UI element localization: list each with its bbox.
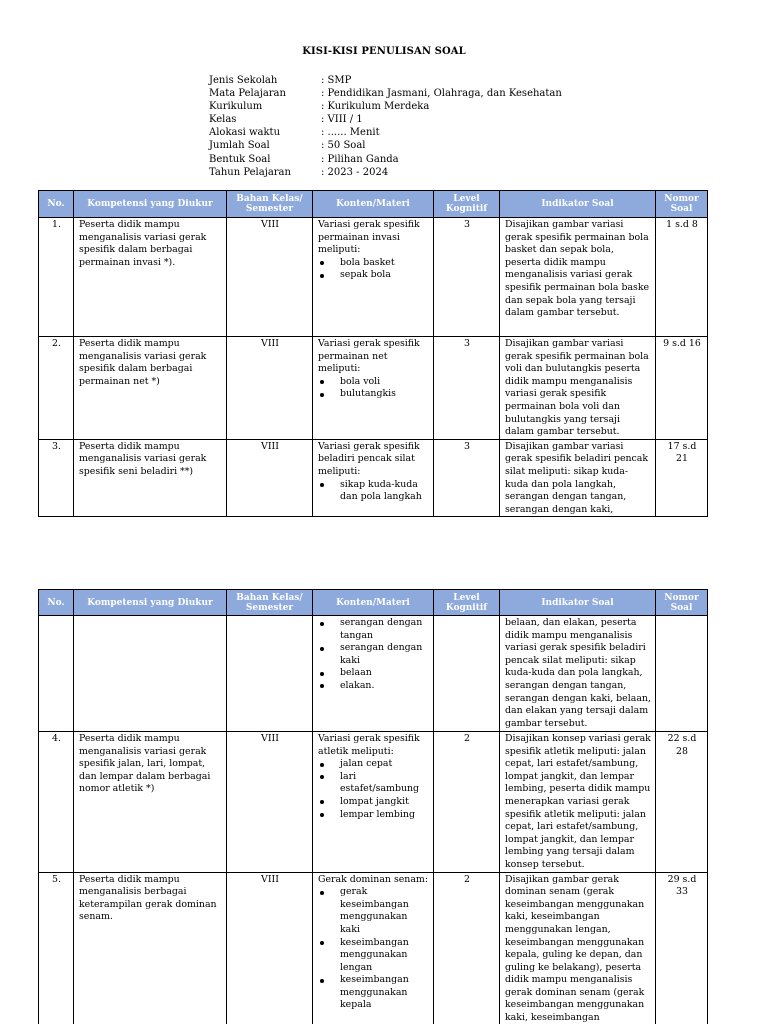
konten-intro: Variasi gerak spesifik atletik meliputi: — [318, 733, 420, 757]
header-level-line-1: Level — [453, 592, 480, 603]
cell-indikator: Disajikan gambar variasi gerak spesifik beladiri pencak silat meliputi: sikap kuda-kuda dan pola langkah, serangan dengan tangan, serangan dengan kaki, — [500, 439, 656, 517]
konten-list — [318, 257, 429, 282]
meta-value: : Pendidikan Jasmani, Olahraga, dan Kesehatan — [321, 88, 562, 100]
cell-no: 5. — [39, 872, 74, 1024]
header-level — [434, 590, 500, 616]
meta-value: : 2023 - 2024 — [321, 166, 389, 178]
konten-item: elakan. — [318, 680, 429, 693]
konten-item: keseimbangan menggunakan kepala — [318, 974, 429, 1012]
cell-indikator: belaan, dan elakan, peserta didik mampu menganalisis variasi gerak spesifik beladiri pencak silat meliputi: sikap kuda-kuda dan pola langkah, serangan dengan tangan, serangan dengan kaki, belaan, dan elakan yang tersaji dalam gambar tersebut. — [500, 616, 656, 732]
meta-value: : ...... Menit — [321, 127, 380, 139]
header-bahan — [227, 191, 313, 218]
cell-nomor: 1 s.d 8 — [656, 218, 708, 337]
konten-list — [318, 479, 429, 504]
meta-row — [209, 74, 562, 87]
konten-item: lempar lembing — [318, 809, 429, 822]
cell-bahan: VIII — [227, 218, 313, 337]
konten-intro: Variasi gerak spesifik permainan invasi meliputi: — [318, 219, 420, 256]
table-row — [39, 337, 708, 440]
konten-item: bola voli — [318, 376, 429, 389]
document-meta — [209, 74, 562, 179]
header-bahan-line-1: Bahan Kelas/ — [236, 194, 303, 204]
header-nomor-line-1: Nomor — [664, 194, 699, 204]
header-nomor-line-2: Soal — [670, 602, 693, 613]
konten-list — [318, 886, 429, 1012]
konten-item: serangan dengan kaki — [318, 642, 429, 667]
meta-value: : Kurikulum Merdeka — [321, 101, 430, 113]
table-row — [39, 616, 708, 732]
meta-value: : 50 Soal — [321, 140, 366, 152]
konten-item: jalan cepat — [318, 758, 429, 771]
table-row — [39, 732, 708, 873]
konten-item: lari estafet/sambung — [318, 771, 429, 796]
header-level-line-1: Level — [453, 194, 480, 204]
cell-konten — [313, 732, 434, 873]
table-header-row — [39, 191, 708, 218]
header-kompetensi: Kompetensi yang Diukur — [74, 191, 227, 218]
header-nomor — [656, 590, 708, 616]
meta-row — [209, 100, 562, 113]
konten-item: sepak bola — [318, 269, 429, 282]
cell-konten — [313, 872, 434, 1024]
konten-intro: Gerak dominan senam: — [318, 873, 428, 885]
header-no: No. — [39, 590, 74, 616]
meta-row — [209, 153, 562, 166]
header-kompetensi: Kompetensi yang Diukur — [74, 590, 227, 616]
table-row — [39, 218, 708, 337]
header-bahan-line-2: Semester — [245, 602, 294, 613]
konten-intro: Variasi gerak spesifik permainan net meliputi: — [318, 338, 420, 375]
konten-item: gerak keseimbangan menggunakan kaki — [318, 886, 429, 936]
meta-row — [209, 113, 562, 126]
header-level-line-2: Kognitif — [445, 204, 488, 214]
cell-no: 1. — [39, 218, 74, 337]
table-row — [39, 872, 708, 1024]
header-konten: Konten/Materi — [313, 191, 434, 218]
meta-value: : SMP — [321, 75, 352, 86]
cell-kompetensi: Peserta didik mampu menganalisis berbagai keterampilan gerak dominan senam. — [74, 872, 227, 1024]
header-nomor-line-1: Nomor — [664, 592, 699, 603]
konten-list — [318, 617, 429, 693]
meta-label: Bentuk Soal — [209, 153, 271, 165]
cell-level: 3 — [434, 218, 500, 337]
cell-no — [39, 616, 74, 732]
konten-item: keseimbangan menggunakan lengan — [318, 937, 429, 975]
cell-kompetensi: Peserta didik mampu menganalisis variasi gerak spesifik dalam berbagai permainan invasi *). — [74, 218, 227, 337]
konten-item: sikap kuda-kuda dan pola langkah — [318, 479, 429, 504]
cell-bahan — [227, 616, 313, 732]
cell-konten — [313, 337, 434, 440]
cell-nomor: 9 s.d 16 — [656, 337, 708, 440]
konten-list — [318, 376, 429, 401]
header-indikator: Indikator Soal — [500, 590, 656, 616]
cell-indikator: Disajikan gambar variasi gerak spesifik permainan bola basket dan sepak bola, peserta didik mampu menganalisis variasi gerak spesifik permainan bola baske dan sepak bola yang tersaji dalam gambar tersebut. — [500, 218, 656, 337]
meta-label: Mata Pelajaran — [209, 88, 286, 100]
header-level-line-2: Kognitif — [445, 602, 488, 613]
konten-list — [318, 758, 429, 821]
cell-no: 3. — [39, 439, 74, 517]
cell-level — [434, 616, 500, 732]
cell-no: 2. — [39, 337, 74, 440]
cell-level: 3 — [434, 337, 500, 440]
meta-label: Jenis Sekolah — [209, 75, 278, 86]
cell-kompetensi: Peserta didik mampu menganalisis variasi gerak spesifik seni beladiri **) — [74, 439, 227, 517]
header-bahan — [227, 590, 313, 616]
meta-row — [209, 87, 562, 100]
cell-no: 4. — [39, 732, 74, 873]
cell-kompetensi: Peserta didik mampu menganalisis variasi gerak spesifik dalam berbagai permainan net *) — [74, 337, 227, 440]
cell-konten — [313, 218, 434, 337]
cell-indikator: Disajikan konsep variasi gerak spesifik atletik meliputi: jalan cepat, lari estafet/sambung, lompat jangkit, dan lempar lembing, peserta didik mampu menerapkan variasi gerak spesifik atletik meliputi: jalan cepat, lari estafet/sambung, lompat jangkit, dan lempar lembing yang tersaji dalam konsep tersebut. — [500, 732, 656, 873]
cell-konten — [313, 616, 434, 732]
table-row — [39, 439, 708, 517]
cell-nomor: 22 s.d 28 — [656, 732, 708, 873]
konten-item: bola basket — [318, 257, 429, 270]
kisi-kisi-table-1 — [38, 190, 708, 517]
header-indikator: Indikator Soal — [500, 191, 656, 218]
konten-item: belaan — [318, 667, 429, 680]
cell-indikator: Disajikan gambar variasi gerak spesifik permainan bola voli dan bulutangkis peserta didik mampu menganalisis variasi gerak spesifik permainan bola voli dan bulutangkis yang tersaji dalam gambar tersebut. — [500, 337, 656, 440]
meta-label: Tahun Pelajaran — [209, 166, 291, 178]
cell-nomor: 17 s.d 21 — [656, 439, 708, 517]
cell-nomor — [656, 616, 708, 732]
cell-bahan: VIII — [227, 439, 313, 517]
header-konten: Konten/Materi — [313, 590, 434, 616]
cell-level: 2 — [434, 872, 500, 1024]
meta-value: : Pilihan Ganda — [321, 153, 399, 165]
meta-row — [209, 126, 562, 139]
meta-label: Alokasi waktu — [209, 127, 281, 139]
meta-row — [209, 139, 562, 152]
meta-row — [209, 166, 562, 179]
cell-kompetensi: Peserta didik mampu menganalisis variasi gerak spesifik jalan, lari, lompat, dan lempar dalam berbagai nomor atletik *) — [74, 732, 227, 873]
header-no: No. — [39, 191, 74, 218]
meta-label: Jumlah Soal — [209, 140, 270, 152]
cell-bahan: VIII — [227, 732, 313, 873]
konten-item: serangan dengan tangan — [318, 617, 429, 642]
konten-intro: Variasi gerak spesifik beladiri pencak silat meliputi: — [318, 440, 420, 477]
cell-indikator: Disajikan gambar gerak dominan senam (gerak keseimbangan menggunakan kaki, keseimbangan menggunakan lengan, keseimbangan menggunakan kepala, guling ke depan, dan guling ke belakang), peserta didik mampu menganalisis gerak dominan senam (gerak keseimbangan menggunakan kaki, keseimbangan — [500, 872, 656, 1024]
cell-bahan: VIII — [227, 872, 313, 1024]
document-title: KISI-KISI PENULISAN SOAL — [302, 46, 466, 57]
header-bahan-line-1: Bahan Kelas/ — [236, 592, 303, 603]
header-nomor — [656, 191, 708, 218]
meta-label: Kurikulum — [209, 101, 263, 113]
konten-item: bulutangkis — [318, 388, 429, 401]
cell-kompetensi — [74, 616, 227, 732]
meta-label: Kelas — [209, 114, 237, 126]
header-nomor-line-2: Soal — [670, 204, 693, 214]
cell-level: 2 — [434, 732, 500, 873]
header-bahan-line-2: Semester — [245, 204, 294, 214]
table-header-row — [39, 590, 708, 616]
cell-bahan: VIII — [227, 337, 313, 440]
header-level — [434, 191, 500, 218]
konten-item: lompat jangkit — [318, 796, 429, 809]
cell-level: 3 — [434, 439, 500, 517]
kisi-kisi-table-2 — [38, 589, 708, 1024]
cell-konten — [313, 439, 434, 517]
meta-value: : VIII / 1 — [321, 114, 363, 126]
cell-nomor: 29 s.d 33 — [656, 872, 708, 1024]
